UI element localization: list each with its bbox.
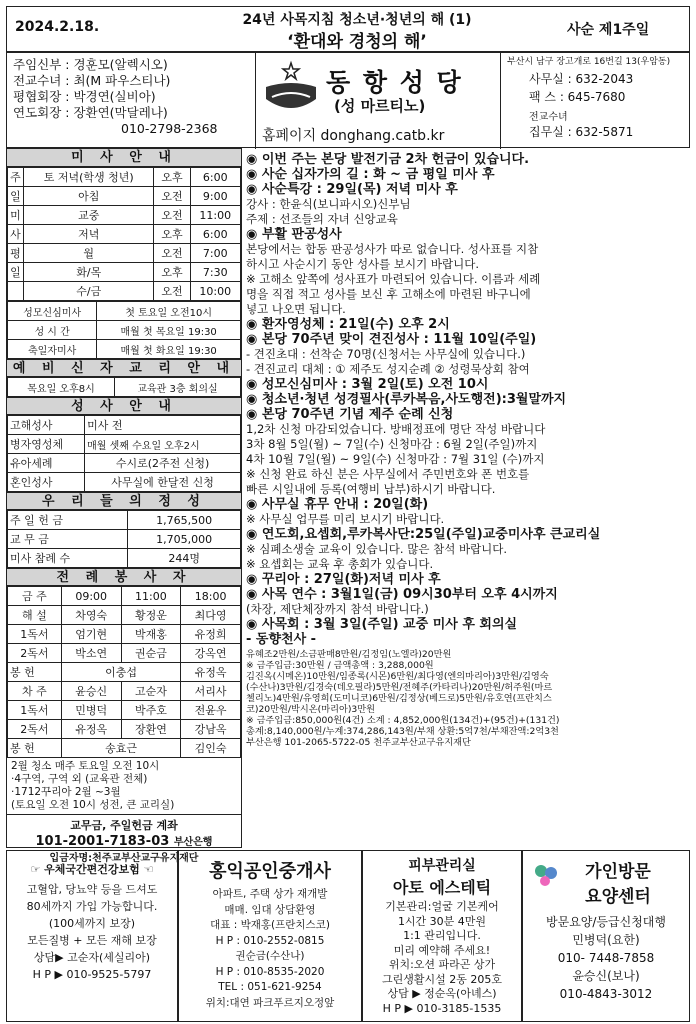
sacrament-table: 고해성사 미사 전 병자영성체 매월 셋째 수요일 오후2시 유아세례 수시로(2주전 신청) 혼인성사 사무실에 한달전 신청 — [7, 415, 241, 492]
prep-table: 목요일 오후8시 교육관 3층 회의실 — [7, 377, 241, 397]
church-emblem-icon — [262, 59, 320, 119]
bulletin-date: 2024.2.18. — [15, 19, 100, 35]
donation-list — [246, 649, 690, 748]
ad-line: 1:1 관리입니다. — [403, 929, 481, 942]
liturgical-week: 사순 제1주일 — [567, 22, 650, 38]
notice-line: ※ 심폐소생술 교육이 있습니다. 많은 참석 바랍니다. — [246, 542, 508, 556]
notice-line: - 견진교리 대체 : ① 제주도 성지순례 ② 성령묵상회 참여 — [246, 362, 530, 376]
notice-line: 1,2차 신청 마감되었습니다. 방배정표에 명단 작성 바랍니다 — [246, 422, 546, 436]
nun-label: 전교수녀 — [529, 112, 568, 123]
notice-line: ※ 고해소 앞쪽에 성사표가 마련되어 있습니다. 이름과 세례 — [246, 272, 541, 286]
notice-line: ※ 요셉회는 교육 후 총회가 있습니다. — [246, 557, 434, 571]
theme-line-1: 24년 사목지침 청소년·청년의 해 (1) — [242, 12, 472, 28]
notice-line: ◉ 사순 십자가의 길 : 화 ~ 금 평일 미사 후 — [246, 167, 495, 182]
cleaning-note: 2월 청소 매주 토요일 오전 10시 ·4구역, 구역 외 (교육관 전체) ·1712꾸리아 2월 ~3월 (토요일 오전 10시 성전, 큰 교리실) — [7, 758, 241, 815]
ad-line: 권순금(수산나) — [235, 950, 305, 962]
ad-line: H P ▶ 010-3185-1535 — [382, 1001, 502, 1015]
notice-line: ◉ 환자영성체 : 21일(수) 오후 2시 — [246, 317, 450, 332]
notices-column — [246, 152, 690, 748]
staff-pastor: 주임신부 : 경훈모(알렉시오) — [13, 57, 168, 72]
ad-line: H P : 010-8535-2020 — [215, 965, 325, 978]
info-row — [6, 52, 690, 148]
mass-title: 미 사 안 내 — [7, 149, 241, 167]
servers-row: 봉 헌 송효근 김인숙 — [8, 739, 241, 758]
ad-line: 아파트, 주택 상가 재개발 — [212, 888, 328, 900]
ad-care-center: 가인방문 요양센터 방문요양/등급신청대행 민병덕(요한) 010- 7448-7858 윤승신(보나) 010-4843-3012 — [522, 850, 690, 1022]
ad-realestate: 홍익공인중개사 아파트, 주택 상가 재개발 매매. 임대 상담환영 대표 : 박재홍(프란치스코) H P : 010-2552-0815 권순금(수산나) H P : 010-8535-2020 TEL : 051-621-9254 위치:대연 파크푸르지오정앞 — [178, 850, 362, 1022]
ad-line: 위치:대연 파크푸르지오정앞 — [205, 996, 335, 1009]
notice-line: - 동향천사 - — [246, 632, 317, 647]
notice-line: ◉ 본당 70주년 맞이 견진성사 : 11월 10일(주일) — [246, 332, 537, 347]
notice-line: ※ 신청 완료 하신 분은 사무실에서 주민번호와 폰 번호를 — [246, 467, 530, 481]
notice-line: ◉ 사목 연수 : 3월1일(금) 09시30부터 오후 4시까지 — [246, 587, 558, 602]
account-number: 101-2001-7183-03 — [35, 834, 170, 849]
notice-line: - 견진초대 : 선착순 70명(신청서는 사무실에 있습니다.) — [246, 347, 526, 361]
staff-nun: 전교수녀 : 최(M 파우스티나) — [13, 73, 171, 88]
ad-line: 상담▶ 고순자(세실리아) — [33, 951, 151, 964]
notice-line: 강사 : 한윤식(보니파시오)신부님 — [246, 197, 411, 211]
account-bank: 부산은행 — [173, 837, 213, 848]
notice-line: ◉ 사순특강 : 29일(목) 저녁 미사 후 — [246, 182, 458, 197]
staff-list — [13, 57, 249, 137]
servers-row: 봉 헌 이충섭 유정옥 — [8, 663, 241, 682]
notice-line: 빠른 시일내에 등록(여행비 납부)하시기 바랍니다. — [246, 482, 496, 496]
ad-line: 윤승신(보나) — [572, 969, 640, 983]
account-block: 교무금, 주일헌금 계좌 101-2001-7183-03 부산은행 입금자명:천주교부산교구유지재단 — [7, 815, 241, 866]
ad-line: 010-4843-3012 — [559, 987, 653, 1001]
notices-list — [246, 152, 690, 647]
notice-line: ◉ 사목회 : 3월 3일(주일) 교중 미사 후 회의실 — [246, 617, 518, 632]
nun-office-phone: 집무실 : 632-5871 — [529, 125, 634, 139]
church-address: 부산시 남구 장고개로 16번길 13(우암동) — [507, 57, 671, 67]
notice-line: 4차 10월 7일(월) ~ 9일(수) 신청마감 : 7월 31일 (수)까지 — [246, 452, 545, 466]
flower-icon — [531, 861, 561, 887]
notice-line: ◉ 본당 70주년 기념 제주 순례 신청 — [246, 407, 454, 422]
notice-line: (차장, 제단체장까지 참석 바랍니다.) — [246, 602, 429, 616]
ad-line: 그린생활시설 2동 205호 — [382, 972, 502, 986]
account-holder: 입금자명:천주교부산교구유지재단 — [49, 853, 199, 864]
ad-line: 대표 : 박재홍(프란치스코) — [210, 919, 330, 931]
ad-line: 기본관리:얼굴 기본케어 — [385, 900, 499, 913]
notice-line: ◉ 연도회,요셉회,루카복사단:25일(주일)교중미사후 큰교리실 — [246, 527, 601, 542]
offering-title: 우 리 들 의 정 성 — [7, 492, 241, 510]
sacrament-title: 성 사 안 내 — [7, 397, 241, 415]
notice-line: 넣고 나오면 됩니다. — [246, 302, 346, 316]
prep-title: 예 비 신 자 교 리 안 내 — [7, 359, 241, 377]
church-patron: (성 마르티노) — [334, 97, 426, 115]
staff-phone: 010-2798-2368 — [121, 121, 218, 136]
church-name: 동 항 성 당 — [326, 68, 463, 97]
ad-line: 80세까지 가입 가능합니다. — [26, 900, 158, 913]
ad-line: 010- 7448-7858 — [557, 951, 655, 965]
ad-line: 1시간 30분 4만원 — [397, 914, 487, 928]
ad-line: 고혈압, 당뇨약 등을 드셔도 — [26, 883, 158, 896]
ad-line: 방문요양/등급신청대행 — [546, 915, 666, 929]
notice-line: 본당에서는 합동 판공성사가 따로 없습니다. 성사표를 지참 — [246, 242, 539, 256]
servers-table — [7, 586, 241, 758]
offering-table: 주 일 헌 금 1,765,500 교 무 금 1,705,000 미사 참례 수 244명 — [7, 510, 241, 568]
servers-title: 전 례 봉 사 자 — [7, 568, 241, 586]
notice-line: ◉ 성모신심미사 : 3월 2일(토) 오전 10시 — [246, 377, 489, 392]
ad-line: 미리 예약해 주세요! — [393, 943, 491, 957]
notice-line: ◉ 이번 주는 본당 발전기금 2차 헌금이 있습니다. — [246, 152, 530, 167]
ad-line: 위치:오션 파라곤 상가 — [388, 958, 496, 971]
staff-council: 평협회장 : 박경연(실비아) — [13, 89, 156, 104]
ad-line: H P : 010-2552-0815 — [215, 934, 325, 947]
fax-number: 팩 스 : 645-7680 — [529, 90, 626, 104]
ad-line: H P ▶ 010-9525-5797 — [32, 968, 152, 981]
left-column — [6, 148, 242, 864]
ad-line: 모든질병 + 모든 재해 보장 — [27, 934, 157, 947]
church-homepage[interactable]: 홈페이지 donghang.catb.kr — [262, 128, 445, 144]
ad-line: 상담 ▶ 정순옥(아녜스) — [387, 987, 497, 1000]
notice-line: ◉ 꾸리아 : 27일(화)저녁 미사 후 — [246, 572, 441, 587]
servers-row: 금 주 09:00 11:00 18:00 — [8, 587, 241, 606]
donation-line: 첼리노)4만원/유영희(도미니코)6만원/김정상(베드로)5만원/유호연(프란치스 — [246, 693, 552, 704]
notice-line: 하시고 사순시기 동안 성사를 보시기 바랍니다. — [246, 257, 480, 271]
ad-insurance: ☞ 우체국간편건강보험 ☜ 고혈압, 당뇨약 등을 드셔도 80세까지 가입 가능합니다. (100세까지 보장) 모든질병 + 모든 재해 보장 상담▶ 고순자(세실리아) H P ▶ 010-9525-5797 — [6, 850, 178, 1022]
notice-line: ◉ 청소년·청년 성경필사(루카복음,사도행전):3월말까지 — [246, 392, 567, 407]
notice-line: ◉ 부활 판공성사 — [246, 227, 342, 242]
servers-row: 1독서 엄기현 박재홍 유정희 — [8, 625, 241, 644]
donation-line: ※ 금주입금:30만원 / 금액총액 : 3,288,000원 — [246, 660, 434, 671]
notice-line: 주제 : 선조들의 자녀 신앙교육 — [246, 212, 398, 226]
contact-block — [507, 55, 687, 140]
theme-line-2: ‘환대와 경청의 해’ — [287, 32, 427, 52]
special-mass-table: 성모신심미사 첫 토요일 오전10시 성 시 간 매월 첫 목요일 19:30 축일자미사 매월 첫 화요일 19:30 — [7, 301, 241, 359]
donation-line: 코)20만원/박시온(마리아)3만원 — [246, 704, 376, 715]
donation-line: 부산은행 101-2065-5722-05 천주교부산교구유지재단 — [246, 737, 471, 748]
servers-row: 해 설 차영숙 황정운 최다영 — [8, 606, 241, 625]
notice-line: 3차 8월 5일(월) ~ 7일(수) 신청마감 : 6월 2일(주일)까지 — [246, 437, 538, 451]
ad-line: TEL : 051-621-9254 — [218, 981, 322, 993]
donation-line: 김진옥(시메온)10만원/임종록(시몬)6만원/최다영(엔의마리아)3만원/김영숙 — [246, 671, 549, 682]
notice-line: 명을 직접 적고 성사를 보신 후 고해소에 마련된 바구니에 — [246, 287, 531, 301]
donation-line: 유혜조2만원/소금판매8만원/김정임(노엘라)20만원 — [246, 649, 452, 660]
notice-line: ※ 사무실 업무를 미리 보시기 바랍니다. — [246, 512, 445, 526]
church-logo-block — [255, 53, 501, 149]
ad-line: 매매. 임대 상담환영 — [224, 903, 316, 916]
ad-line: 민병덕(요한) — [572, 933, 640, 947]
donation-line: ※ 금주입금:850,000원(4건) 소계 : 4,852,000원(134건)+(95건)+(131건) — [246, 715, 560, 726]
bulletin-header — [6, 6, 690, 52]
donation-line: 총계:8,140,000원/누계:374,286,143원/부채 상환:5억7천/부채잔액:2억3천 — [246, 726, 559, 737]
servers-row: 1독서 민병덕 박주호 전윤우 — [8, 701, 241, 720]
mass-schedule-table: 주 토 저녁(학생 청년) 오후 6:00 일 아침 오전 9:00 미 교중 오전 11:00 사 저녁 오후 6:00 평 월 오전 7:00 일 화/목 오후 7:30 수/금 오전 10:00 — [7, 167, 241, 301]
servers-row: 2독서 유정옥 장환연 강남옥 — [8, 720, 241, 739]
ad-skincare: 피부관리실 아토 에스테틱 기본관리:얼굴 기본케어 1시간 30분 4만원 1:1 관리입니다. 미리 예약해 주세요! 위치:오션 파라곤 상가 그린생활시설 2동 205호 상담 ▶ 정순옥(아녜스) H P ▶ 010-3185-1535 — [362, 850, 522, 1022]
servers-row: 차 주 윤승신 고순자 서리사 — [8, 682, 241, 701]
servers-row: 2독서 박소연 권순금 강옥연 — [8, 644, 241, 663]
donation-line: (수산나)3만원/김경숙(데오필라)5만원/전혜주(카타리나)20만원/허주원(마르 — [246, 682, 553, 693]
notice-line: ◉ 사무실 휴무 안내 : 20일(화) — [246, 497, 429, 512]
ad-line: (100세까지 보장) — [48, 917, 136, 930]
office-phone: 사무실 : 632-2043 — [529, 72, 634, 86]
staff-yeondo: 연도회장 : 장환연(막달레나) — [13, 105, 168, 120]
